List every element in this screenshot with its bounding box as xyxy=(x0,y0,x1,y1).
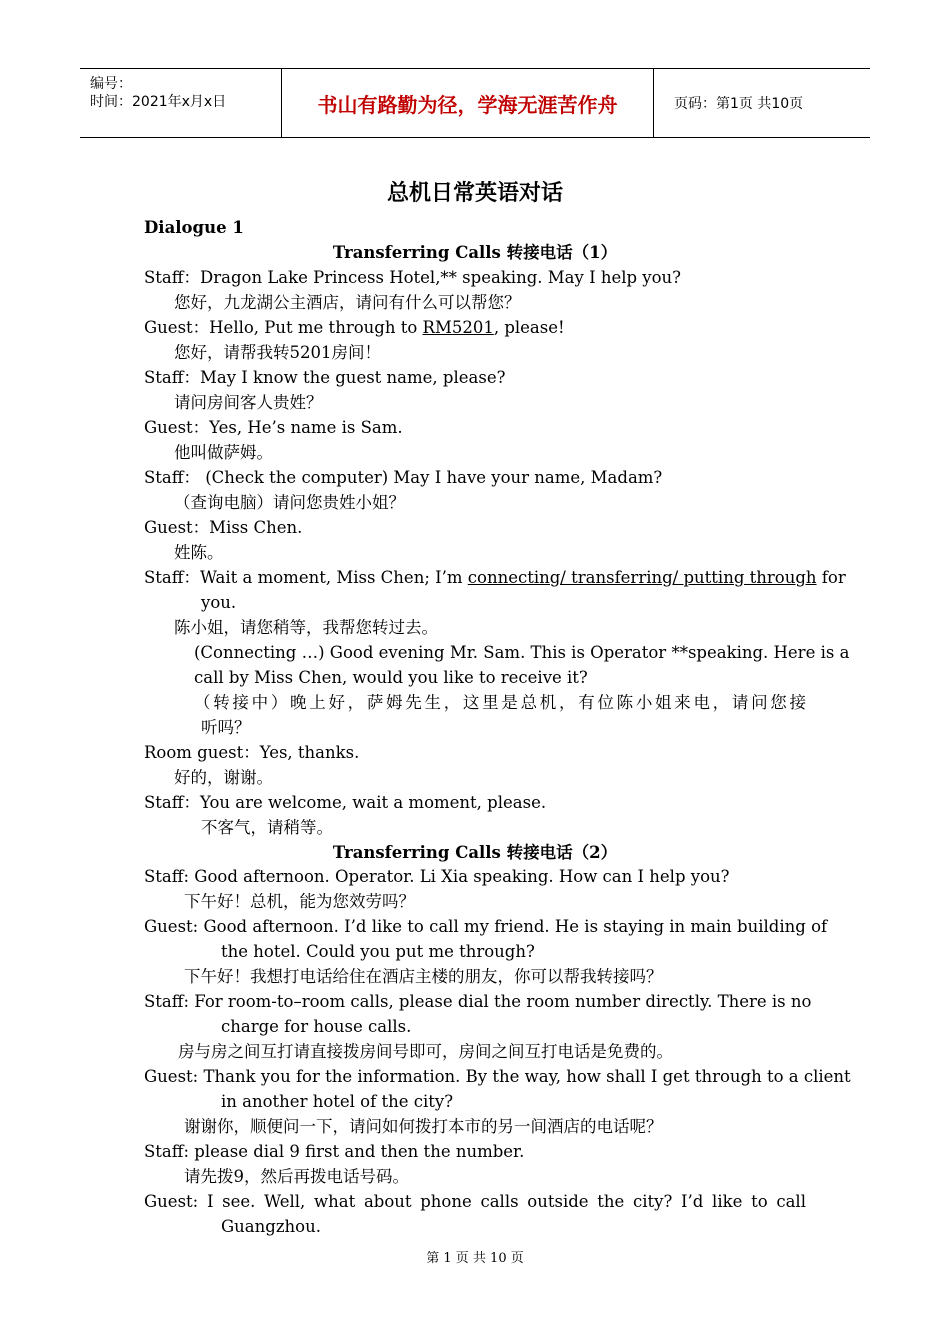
line-cn: 房与房之间互打请直接拨房间号即可，房间之间互打电话是免费的。 xyxy=(178,1042,673,1061)
header-table xyxy=(80,68,870,138)
line-cn: 谢谢你，顺便问一下，请问如何拨打本市的另一间酒店的电话呢？ xyxy=(184,1117,663,1136)
line-text: Staff：Wait a moment, Miss Chen; I’m xyxy=(144,568,468,587)
line-cont: charge for house calls. xyxy=(221,1017,412,1036)
line-cn: 您好，九龙湖公主酒店，请问有什么可以帮您？ xyxy=(174,293,521,312)
line-cn: 姓陈。 xyxy=(174,543,224,562)
line-cn: 他叫做萨姆。 xyxy=(174,443,273,462)
line-cn: 请先拨9，然后再拨电话号码。 xyxy=(184,1167,409,1186)
line: Staff: Good afternoon. Operator. Li Xia speaking. How can I help you? xyxy=(144,867,730,886)
line-cont: Guangzhou. xyxy=(221,1217,321,1236)
line: (Connecting …) Good evening Mr. Sam. This is Operator **speaking. Here is a xyxy=(194,643,850,662)
line: Guest：Yes, He’s name is Sam. xyxy=(144,418,403,437)
line: Staff：Dragon Lake Princess Hotel,** speaking. May I help you? xyxy=(144,268,682,287)
dialogue-label: Dialogue 1 xyxy=(144,218,244,237)
line-cn: 下午好！我想打电话给住在酒店主楼的朋友，你可以帮我转接吗？ xyxy=(184,967,663,986)
line-cont: the hotel. Could you put me through? xyxy=(221,942,535,961)
line-cont: call by Miss Chen, would you like to receive it? xyxy=(194,668,588,687)
line-cn: （查询电脑）请问您贵姓小姐？ xyxy=(174,493,405,512)
underlined-phrase: connecting/ transferring/ putting through xyxy=(467,568,817,587)
number-label: 编号： xyxy=(90,76,132,92)
document-title: 总机日常英语对话 xyxy=(386,181,563,206)
line xyxy=(144,567,846,589)
line-cn: （转接中）晚上好，萨姆先生，这里是总机，有位陈小姐来电，请问您接 xyxy=(194,693,806,712)
line-cn-cont: 听吗？ xyxy=(201,718,251,737)
line: Staff： (Check the computer) May I have your name, Madam? xyxy=(144,468,663,487)
line: Guest: Good afternoon. I’d like to call my friend. He is staying in main building of xyxy=(144,917,828,936)
line: Guest：Miss Chen. xyxy=(144,518,303,537)
line-text: , please! xyxy=(493,318,565,337)
line-cn: 好的，谢谢。 xyxy=(174,768,273,787)
line-cn: 下午好！总机，能为您效劳吗？ xyxy=(184,892,415,911)
line: Guest: I see. Well, what about phone calls outside the city? I’d like to call xyxy=(144,1192,806,1211)
header-page-label xyxy=(664,69,870,137)
line: Staff: For room-to–room calls, please dial the room number directly. There is no xyxy=(144,992,812,1011)
line-cn: 请问房间客人贵姓？ xyxy=(174,393,323,412)
line-cn: 您好，请帮我转5201房间！ xyxy=(174,343,381,362)
page-label-text: 页码：第1页 共10页 xyxy=(674,96,804,112)
line: Staff: please dial 9 first and then the number. xyxy=(144,1142,525,1161)
line-text: Guest：Hello, Put me through to xyxy=(144,318,423,337)
line xyxy=(144,317,565,339)
header-motto: 书山有路勤为径，学海无涯苦作舟 xyxy=(282,69,654,137)
header-meta-cell xyxy=(80,69,282,137)
section1-heading: Transferring Calls 转接电话（1） xyxy=(332,243,618,262)
line: Staff：May I know the guest name, please? xyxy=(144,368,506,387)
line-cont: you. xyxy=(201,593,237,612)
line-cn: 不客气，请稍等。 xyxy=(201,818,333,837)
line-cont: in another hotel of the city? xyxy=(221,1092,454,1111)
line-text: for xyxy=(816,568,846,587)
page-footer: 第 1 页 共 10 页 xyxy=(426,1251,524,1266)
line: Staff：You are welcome, wait a moment, please. xyxy=(144,793,547,812)
time-label: 时间：2021年x月x日 xyxy=(90,94,227,110)
line: Room guest：Yes, thanks. xyxy=(144,743,360,762)
section2-heading: Transferring Calls 转接电话（2） xyxy=(332,843,618,862)
line-cn: 陈小姐，请您稍等，我帮您转过去。 xyxy=(174,618,438,637)
line: Guest: Thank you for the information. By the way, how shall I get through to a client xyxy=(144,1067,851,1086)
room-number-underlined: RM5201 xyxy=(422,318,494,337)
